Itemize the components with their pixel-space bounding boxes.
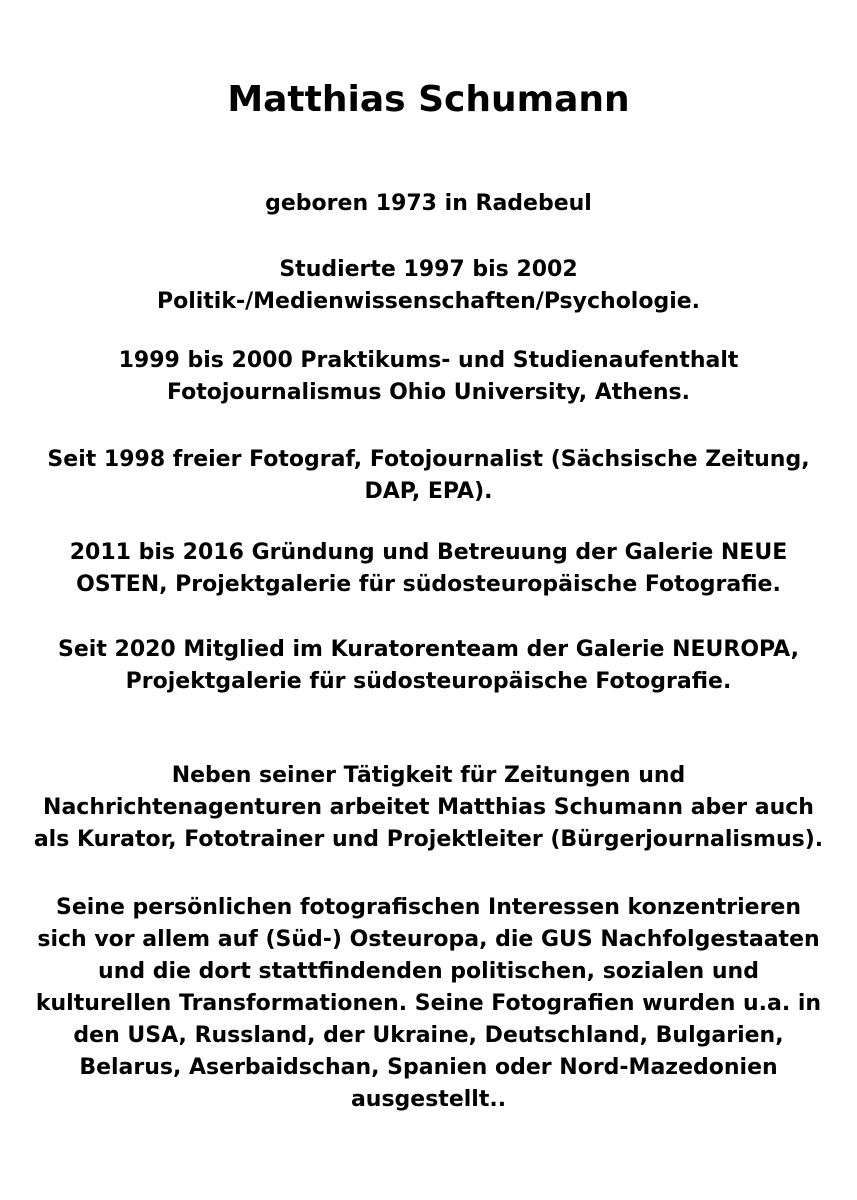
page-title: Matthias Schumann bbox=[227, 79, 630, 120]
gallery-neuropa-line-2: Projektgalerie für südosteuropäische Fotografie. bbox=[125, 669, 732, 694]
interests-line-5: den USA, Russland, der Ukraine, Deutschland, Bulgarien, bbox=[73, 1023, 784, 1048]
gallery-neue-osten-line-2: OSTEN, Projektgalerie für südosteuropäische Fotografie. bbox=[76, 572, 781, 597]
interests-line-2: sich vor allem auf (Süd-) Osteuropa, die GUS Nachfolgestaaten bbox=[37, 927, 820, 952]
activities-line-1: Neben seiner Tätigkeit für Zeitungen und bbox=[171, 763, 686, 788]
gallery-neuropa-line-1: Seit 2020 Mitglied im Kuratorenteam der Galerie NEUROPA, bbox=[58, 637, 799, 662]
interests-line-3: und die dort stattfindenden politischen, sozialen und bbox=[98, 959, 759, 984]
internship-line-1: 1999 bis 2000 Praktikums- und Studienaufenthalt bbox=[118, 348, 739, 373]
activities-line-3: als Kurator, Fototrainer und Projektleiter (Bürgerjournalismus). bbox=[33, 827, 824, 852]
interests-line-6: Belarus, Aserbaidschan, Spanien oder Nord-Mazedonien bbox=[79, 1055, 778, 1080]
gallery-neue-osten-line-1: 2011 bis 2016 Gründung und Betreuung der Galerie NEUE bbox=[69, 540, 788, 565]
study-line-1: Studierte 1997 bis 2002 bbox=[279, 257, 578, 282]
study-line-2: Politik-/Medienwissenschaften/Psychologie. bbox=[156, 289, 701, 314]
interests-line-7: ausgestellt.. bbox=[350, 1087, 507, 1112]
interests-line-1: Seine persönlichen fotografischen Interessen konzentrieren bbox=[55, 895, 802, 920]
interests-line-4: kulturellen Transformationen. Seine Fotografien wurden u.a. in bbox=[35, 991, 822, 1016]
birth-line: geboren 1973 in Radebeul bbox=[265, 191, 592, 216]
freelance-line-2: DAP, EPA). bbox=[364, 479, 493, 504]
freelance-line-1: Seit 1998 freier Fotograf, Fotojournalist (Sächsische Zeitung, bbox=[47, 447, 810, 472]
activities-line-2: Nachrichtenagenturen arbeitet Matthias Schumann aber auch bbox=[43, 795, 814, 820]
internship-line-2: Fotojournalismus Ohio University, Athens. bbox=[167, 380, 690, 405]
